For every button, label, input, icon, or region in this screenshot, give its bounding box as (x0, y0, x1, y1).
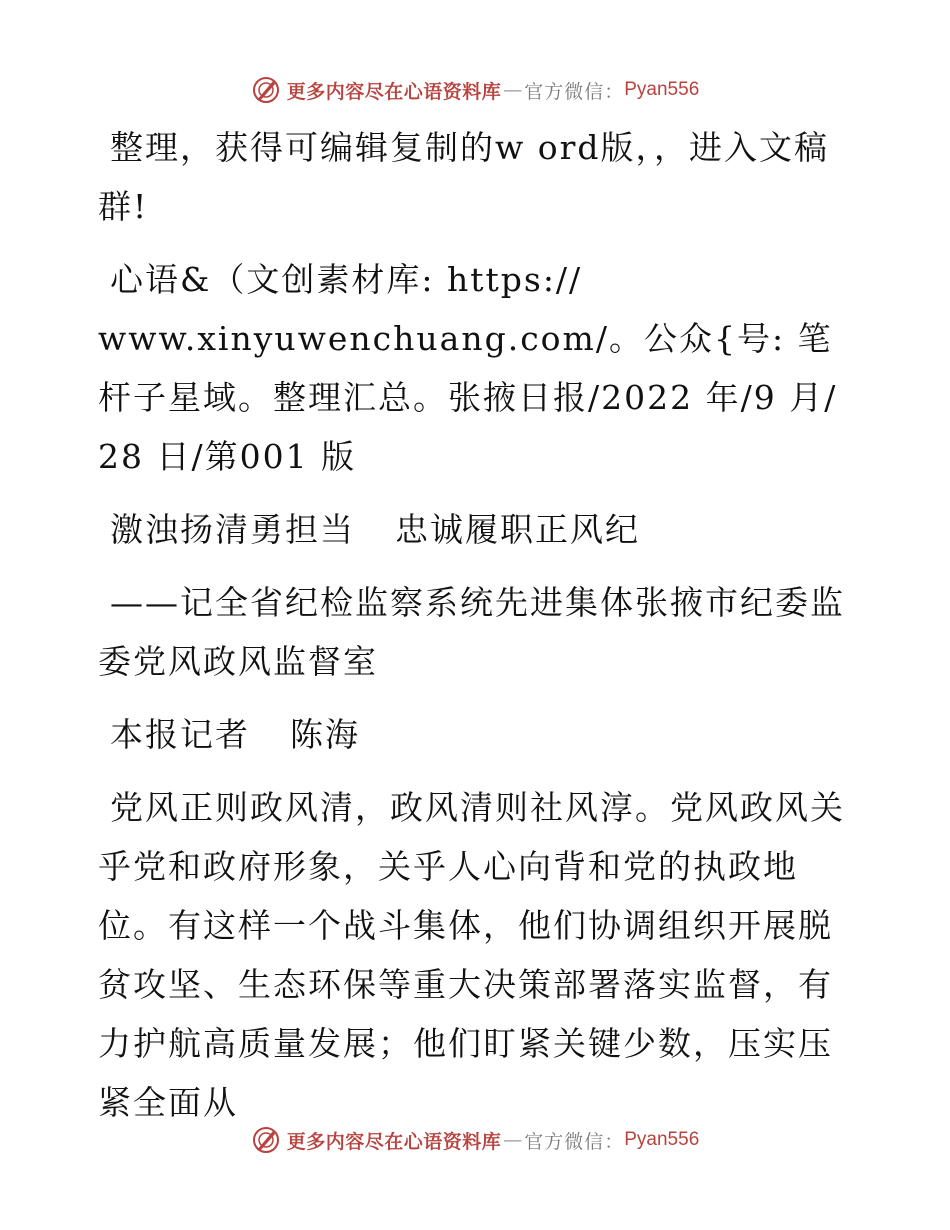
header-wechat-id: Pyan556 (624, 79, 700, 100)
feather-logo-icon (251, 1125, 281, 1155)
footer-separator: — (503, 1129, 523, 1151)
header-separator: — (503, 79, 523, 101)
article-subtitle: ——记全省纪检监察系统先进集体张掖市纪委监委党风政风监督室 (98, 583, 845, 681)
header-banner (0, 70, 950, 110)
article-title-part-a: 激浊扬清勇担当 (110, 510, 355, 549)
article-title-part-b: 忠诚履职正风纪 (395, 510, 640, 549)
source-line-2: www.xinyuwenchuang.com/。公众{号: 笔杆子星域。整理汇总。张掖日报/2022 年/9 月/28 日/第001 版 (98, 319, 838, 476)
header-official-label: 官方微信： (524, 80, 625, 103)
intro-paragraph: 整理，获得可编辑复制的w ord版，，进入文稿群! (98, 128, 830, 226)
feather-logo-icon (251, 75, 281, 105)
reporter-label: 本报记者 (110, 715, 250, 754)
article-title (98, 500, 858, 559)
byline (98, 705, 858, 764)
footer-wechat-id: Pyan556 (624, 1129, 700, 1150)
document-body (98, 118, 858, 1146)
source-line-1: 心语&（文创素材库: https:// (110, 260, 583, 299)
source-paragraph (98, 250, 858, 486)
body-paragraph: 党风正则政风清，政风清则社风淳。党风政风关乎党和政府形象，关乎人心向背和党的执政地位。有这样一个战斗集体，他们协调组织开展脱贫攻坚、生态环保等重大决策部署落实监督，有力护航高质量发展；他们盯紧关键少数，压实压紧全面从 (98, 788, 845, 1122)
footer-brand-text: 更多内容尽在心语资料库 (286, 1130, 502, 1153)
footer-banner (0, 1120, 950, 1160)
footer-official-label: 官方微信： (524, 1130, 625, 1153)
header-brand-text: 更多内容尽在心语资料库 (286, 80, 502, 103)
reporter-name: 陈海 (290, 715, 360, 754)
